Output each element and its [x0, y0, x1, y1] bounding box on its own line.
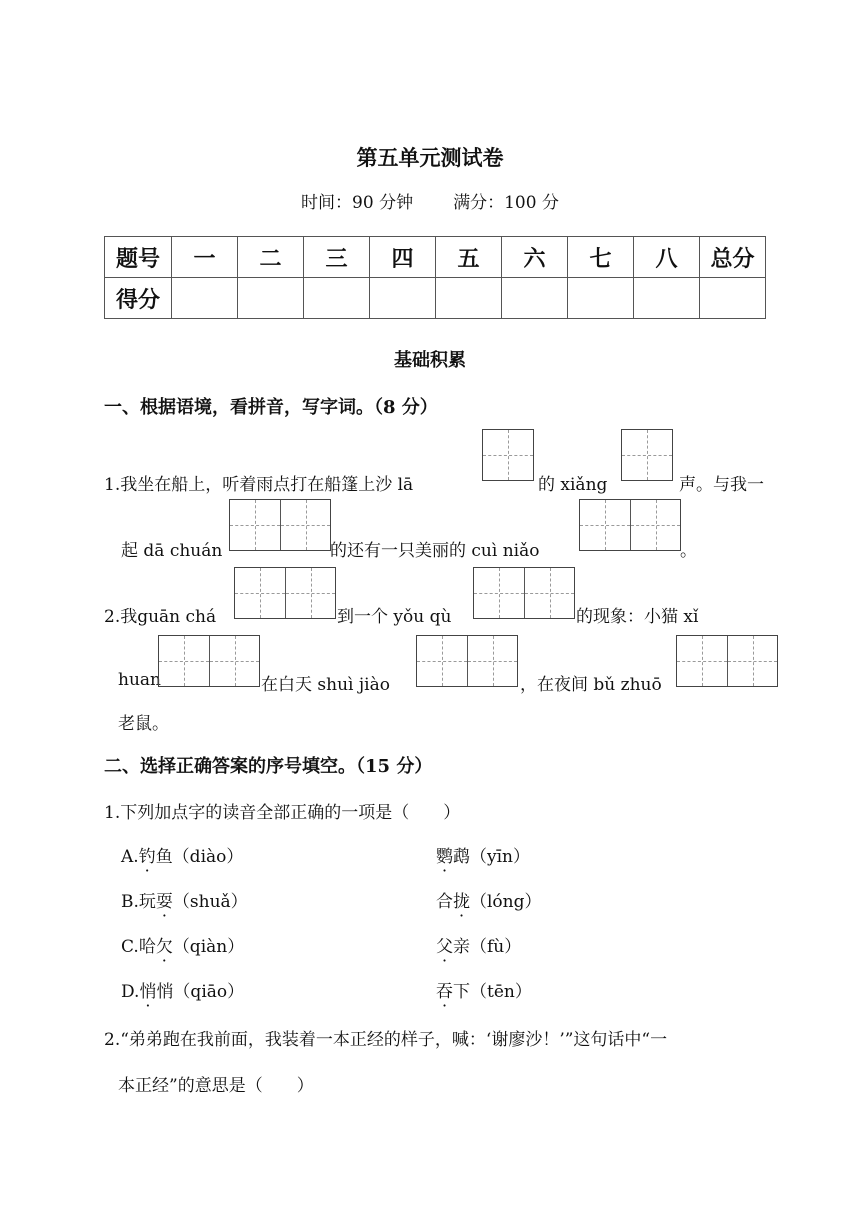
q1-line1-text-c: 声。与我一: [679, 475, 764, 495]
section-heading: 基础积累: [394, 350, 466, 371]
answer-box-youqu[interactable]: [473, 567, 575, 619]
answer-box-cuiniao[interactable]: [579, 499, 681, 551]
dotted-char: 悄: [139, 982, 157, 1002]
q2-sub1: 1.下列加点字的读音全部正确的一项是（ ）: [104, 803, 461, 823]
score-cell[interactable]: [370, 278, 436, 319]
option-text: 亲（fù）: [453, 937, 522, 957]
q2-sub2-line1: 2.“弟弟跑在我前面，我装着一本正经的样子，喊：‘谢廖沙！’”这句话中“一: [104, 1030, 668, 1050]
q1-line4-text-c: ，在夜间 bǔ zhuō: [520, 675, 662, 695]
answer-box-shuijiao[interactable]: [416, 635, 518, 687]
option-label: D.: [121, 982, 140, 1002]
dotted-char: 欠: [155, 937, 173, 957]
option-text: 悄（qiāo）: [156, 982, 245, 1002]
dotted-char: 钓: [138, 847, 156, 867]
option-c-right: [436, 932, 521, 957]
dotted-char: 吞: [436, 982, 453, 1002]
q1-line2-text-b: 的还有一只美丽的 cuì niǎo: [330, 541, 540, 561]
answer-box-dachuan[interactable]: [229, 499, 331, 551]
option-text: 玩: [138, 892, 156, 912]
score-table-header-row: [105, 237, 766, 278]
score-header-cell: 六: [502, 237, 568, 278]
option-label: A.: [121, 847, 139, 867]
option-d: [121, 977, 244, 1002]
score-cell[interactable]: [304, 278, 370, 319]
q1-line2-text-a: 起 dā chuán: [121, 541, 223, 561]
score-table: [104, 236, 766, 319]
option-text: （lóng）: [470, 892, 542, 912]
answer-box-xihuan[interactable]: [158, 635, 260, 687]
exam-time: 时间：90 分钟: [301, 193, 414, 213]
option-label: C.: [121, 937, 139, 957]
score-header-cell: 五: [436, 237, 502, 278]
option-c: [121, 932, 244, 957]
option-text: 鹉（yīn）: [453, 847, 530, 867]
option-a: [121, 842, 243, 867]
q1-line5-text: 老鼠。: [118, 714, 169, 734]
score-header-cell: 题号: [105, 237, 172, 278]
exam-full-score: 满分：100 分: [453, 193, 559, 213]
exam-meta: [0, 188, 860, 213]
answer-box-guancha[interactable]: [234, 567, 336, 619]
option-d-right: [436, 977, 532, 1002]
answer-box-xiang[interactable]: [621, 429, 673, 481]
q1-line3-text-c: 的现象：小猫 xǐ: [576, 607, 699, 627]
score-row-label: 得分: [105, 278, 172, 319]
dotted-char: 耍: [155, 892, 173, 912]
score-header-cell: 七: [568, 237, 634, 278]
q1-line3-text-b: 到一个 yǒu qù: [337, 607, 452, 627]
q1-line2-text-c: 。: [680, 541, 697, 561]
score-cell[interactable]: [436, 278, 502, 319]
score-header-cell: 八: [634, 237, 700, 278]
dotted-char: 父: [436, 937, 453, 957]
q1-line1-text-b: 的 xiǎng: [538, 475, 608, 495]
q1-line4-text-b: 在白天 shuì jiào: [261, 675, 390, 695]
option-text: 合: [436, 892, 453, 912]
score-cell[interactable]: [172, 278, 238, 319]
score-cell[interactable]: [568, 278, 634, 319]
score-header-cell: 一: [172, 237, 238, 278]
option-text: （qiàn）: [172, 937, 245, 957]
score-header-cell: 总分: [700, 237, 766, 278]
option-text: 哈: [138, 937, 156, 957]
score-header-cell: 四: [370, 237, 436, 278]
option-text: （shuǎ）: [172, 892, 248, 912]
dotted-char: 拢: [453, 892, 470, 912]
score-cell[interactable]: [502, 278, 568, 319]
q1-line3-text-a: 2.我guān chá: [104, 607, 217, 627]
q1-line1-text-a: 1.我坐在船上，听着雨点打在船篷上沙 lā: [104, 475, 414, 495]
answer-box-buzhuo[interactable]: [676, 635, 778, 687]
page-title: 第五单元测试卷: [356, 145, 504, 170]
option-b: [121, 887, 248, 912]
score-cell[interactable]: [634, 278, 700, 319]
score-cell[interactable]: [700, 278, 766, 319]
score-header-cell: 三: [304, 237, 370, 278]
score-header-cell: 二: [238, 237, 304, 278]
option-label: B.: [121, 892, 139, 912]
option-b-right: [436, 887, 542, 912]
answer-box-la[interactable]: [482, 429, 534, 481]
q1-heading: 一、根据语境，看拼音，写字词。（8 分）: [104, 397, 438, 418]
q2-sub2-line2: 本正经”的意思是（ ）: [118, 1076, 314, 1096]
score-cell[interactable]: [238, 278, 304, 319]
q1-line4-text-a: huan: [118, 670, 161, 690]
dotted-char: 鹦: [436, 847, 453, 867]
option-text: 下（tēn）: [453, 982, 532, 1002]
score-table-score-row: [105, 278, 766, 319]
option-text: 鱼（diào）: [155, 847, 244, 867]
option-a-right: [436, 842, 530, 867]
q2-heading: 二、选择正确答案的序号填空。（15 分）: [104, 756, 433, 777]
